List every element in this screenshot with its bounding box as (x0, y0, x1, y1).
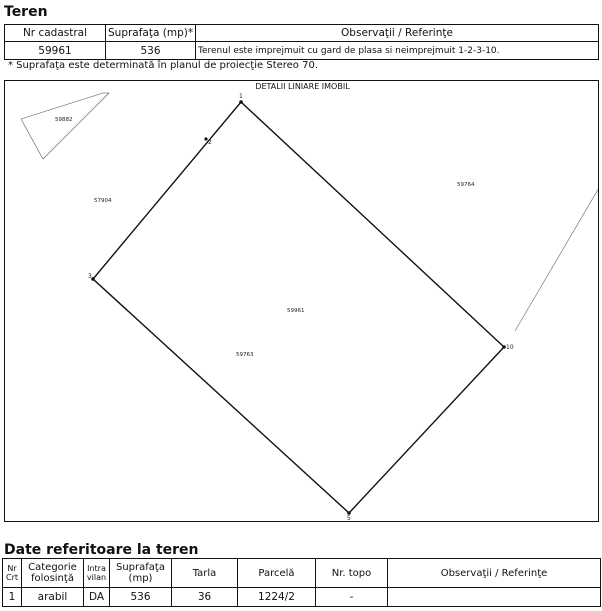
header-suprafata-mp-text: Suprafaţa (mp) (116, 562, 165, 584)
neighbor-boundary-line (21, 119, 43, 159)
header-tarla: Tarla (172, 559, 238, 588)
header-observatii: Observaţii / Referinţe (196, 25, 599, 42)
cell-parcela: 1224/2 (238, 588, 316, 607)
vertex-marker (239, 100, 243, 104)
cell-tarla: 36 (172, 588, 238, 607)
parcel-label-57904: 57904 (94, 198, 112, 204)
header-nr-crt-text: Nr Crt (5, 564, 18, 582)
teren-data-row (5, 42, 599, 60)
header-intravilan (84, 559, 110, 588)
date-data-row (3, 588, 601, 607)
plan-frame (4, 80, 599, 522)
header-nr-cadastral: Nr cadastral (5, 25, 106, 42)
plan-drawing (5, 81, 599, 522)
plan-title: DETALII LINIARE IMOBIL (255, 82, 350, 91)
header-categorie-text: Categorie folosinţă (28, 562, 77, 584)
stereo70-footnote: * Suprafaţa este determinată în planul de proiecţie Stereo 70. (8, 60, 319, 71)
parcel-label-59961: 59961 (287, 308, 305, 314)
parcel-label-59763: 59763 (236, 352, 254, 358)
vertex-label-10: 10 (506, 344, 514, 351)
header-categorie (22, 559, 84, 588)
header-suprafata: Suprafaţa (mp)* (106, 25, 196, 42)
date-header-row (3, 559, 601, 588)
cell-suprafata-mp: 536 (110, 588, 172, 607)
vertex-label-2: 2 (208, 139, 212, 146)
vertex-label-5: 5 (347, 515, 351, 522)
cell-observatii-referinte (388, 588, 601, 607)
teren-section-title: Teren (4, 4, 48, 20)
cell-observatii: Terenul este imprejmuit cu gard de plasa si neimprejmuit 1-2-3-10. (196, 42, 599, 60)
teren-header-row (5, 25, 599, 42)
neighbor-boundary-line (515, 181, 599, 331)
date-referitoare-title: Date referitoare la teren (4, 542, 199, 558)
neighbor-boundary-line (21, 93, 103, 119)
vertex-label-3: 3 (88, 273, 92, 280)
cell-nr-crt: 1 (3, 588, 22, 607)
header-nr-crt (3, 559, 22, 588)
header-nr-topo: Nr. topo (316, 559, 388, 588)
parcel-label-59882: 59882 (55, 117, 73, 123)
header-intravilan-text: Intra vilan (86, 564, 107, 582)
neighbor-boundary-line (43, 93, 109, 159)
teren-table (4, 24, 599, 60)
cell-nr-topo: - (316, 588, 388, 607)
cell-intravilan: DA (84, 588, 110, 607)
header-suprafata-mp (110, 559, 172, 588)
vertex-label-1: 1 (239, 93, 243, 100)
header-parcela: Parcelă (238, 559, 316, 588)
cell-nr-cadastral: 59961 (5, 42, 106, 60)
parcel-label-59764: 59764 (457, 182, 475, 188)
cell-categorie: arabil (22, 588, 84, 607)
cell-suprafata: 536 (106, 42, 196, 60)
header-observatii-referinte: Observaţii / Referinţe (388, 559, 601, 588)
date-referitoare-table (2, 558, 601, 607)
